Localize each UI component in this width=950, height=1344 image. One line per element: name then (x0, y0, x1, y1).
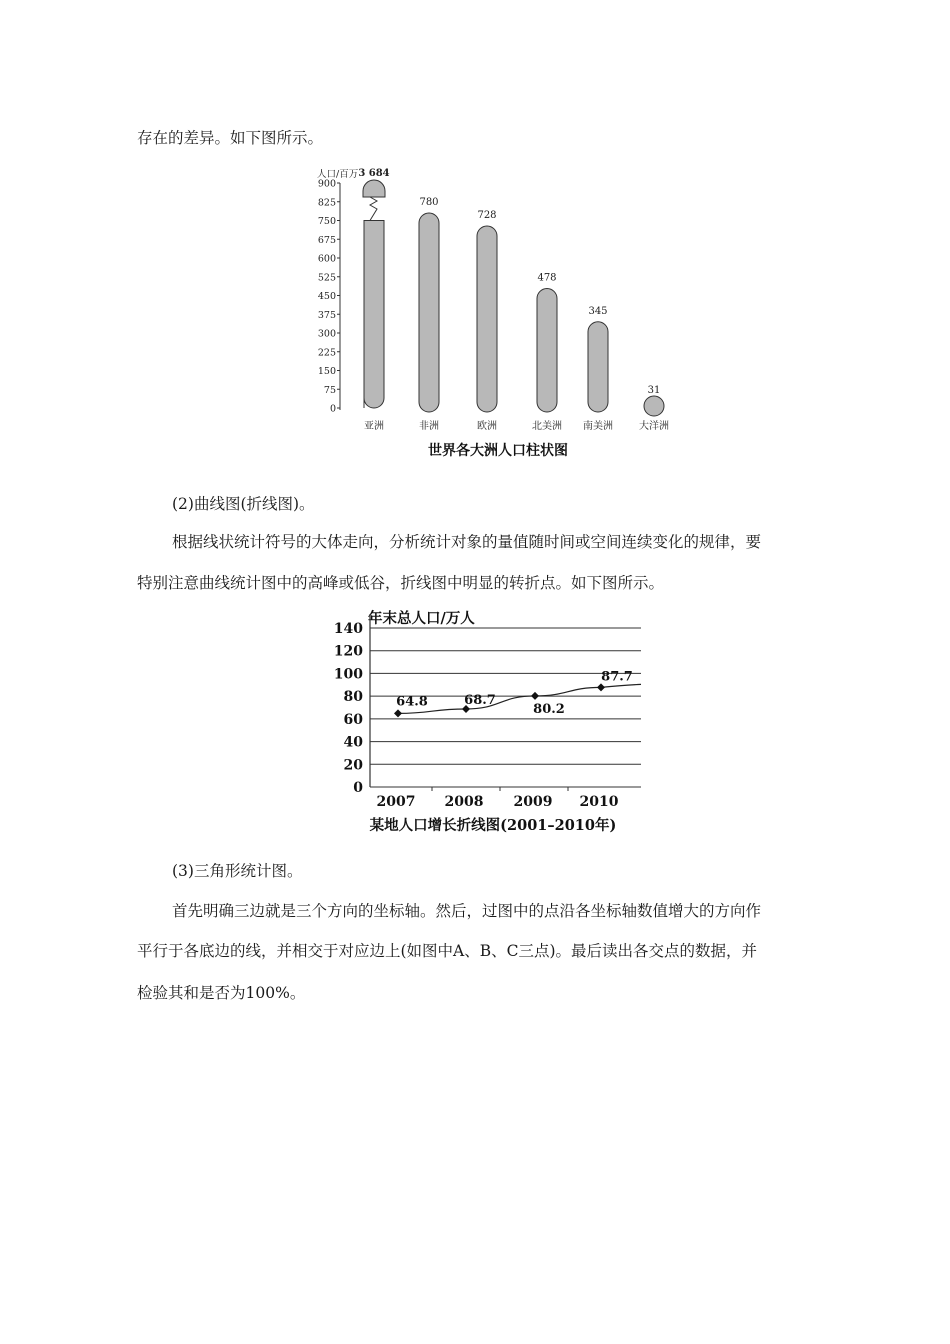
line-chart-y-label: 年末总人口/万人 (368, 610, 475, 627)
y-tick-label: 80 (343, 689, 363, 706)
section2-line1: 根据线状统计符号的大体走向，分析统计对象的量值随时间或空间连续变化的规律，要 (172, 533, 762, 551)
y-tick-label: 140 (333, 621, 363, 637)
bar-category-label: 亚洲 (364, 421, 384, 432)
data-point-label: 87.7 (601, 669, 633, 685)
x-tick-label: 2007 (376, 794, 416, 810)
x-tick-label: 2010 (579, 794, 619, 810)
bar-value-label: 478 (537, 272, 557, 284)
bar-value-label: 3 684 (358, 168, 390, 179)
x-tick-label: 2008 (444, 794, 484, 810)
y-tick-label: 0 (329, 403, 336, 415)
intro-tail-text: 存在的差异。如下图所示。 (137, 129, 324, 147)
section3-line3: 检验其和是否为100%。 (137, 984, 306, 1002)
y-tick-label: 60 (343, 711, 363, 728)
bar-value-label: 780 (419, 197, 439, 208)
section3-line2: 平行于各底边的线，并相交于对应边上(如图中A、B、C三点)。最后读出各交点的数据，并 (137, 942, 758, 960)
section2-heading: (2)曲线图(折线图)。 (172, 495, 315, 513)
y-tick-label: 120 (333, 643, 363, 660)
data-point-label: 68.7 (464, 692, 496, 708)
y-tick-label: 600 (317, 253, 336, 265)
data-point-label: 80.2 (533, 701, 565, 717)
bar-category-label: 非洲 (419, 421, 439, 432)
x-tick-label: 2009 (513, 794, 553, 810)
y-tick-label: 100 (333, 666, 363, 683)
y-tick-label: 750 (317, 216, 336, 227)
y-axis-label: 人口/百万 (317, 169, 359, 180)
bar-category-label: 欧洲 (477, 421, 497, 432)
bar-category-label: 大洋洲 (639, 421, 669, 432)
y-tick-label: 450 (317, 291, 336, 302)
y-tick-label: 0 (353, 780, 363, 796)
y-tick-label: 900 (317, 178, 336, 190)
y-tick-label: 375 (317, 309, 336, 321)
bar-value-label: 728 (477, 210, 497, 221)
y-tick-label: 75 (323, 384, 336, 396)
section3-line1: 首先明确三边就是三个方向的坐标轴。然后，过图中的点沿各坐标轴数值增大的方向作 (172, 902, 762, 920)
y-tick-label: 20 (343, 757, 363, 774)
section3-heading: (3)三角形统计图。 (172, 862, 303, 880)
y-tick-label: 225 (317, 347, 336, 359)
line-chart-title: 某地人口增长折线图(2001–2010年) (369, 817, 617, 834)
bar-value-label: 31 (647, 385, 661, 396)
bar-category-label: 北美洲 (532, 421, 562, 432)
bar-category-label: 南美洲 (583, 421, 613, 432)
bar-chart-title: 世界各大洲人口柱状图 (428, 443, 568, 459)
section2-line2: 特别注意曲线统计图中的高峰或低谷，折线图中明显的转折点。如下图所示。 (137, 574, 665, 592)
y-tick-label: 675 (317, 234, 336, 246)
y-tick-label: 525 (317, 272, 336, 284)
y-tick-label: 300 (317, 328, 336, 340)
bar-value-label: 345 (588, 305, 608, 317)
y-tick-label: 825 (317, 197, 336, 209)
data-point-label: 64.8 (396, 694, 428, 710)
y-tick-label: 150 (317, 366, 336, 377)
y-tick-label: 40 (343, 734, 363, 751)
